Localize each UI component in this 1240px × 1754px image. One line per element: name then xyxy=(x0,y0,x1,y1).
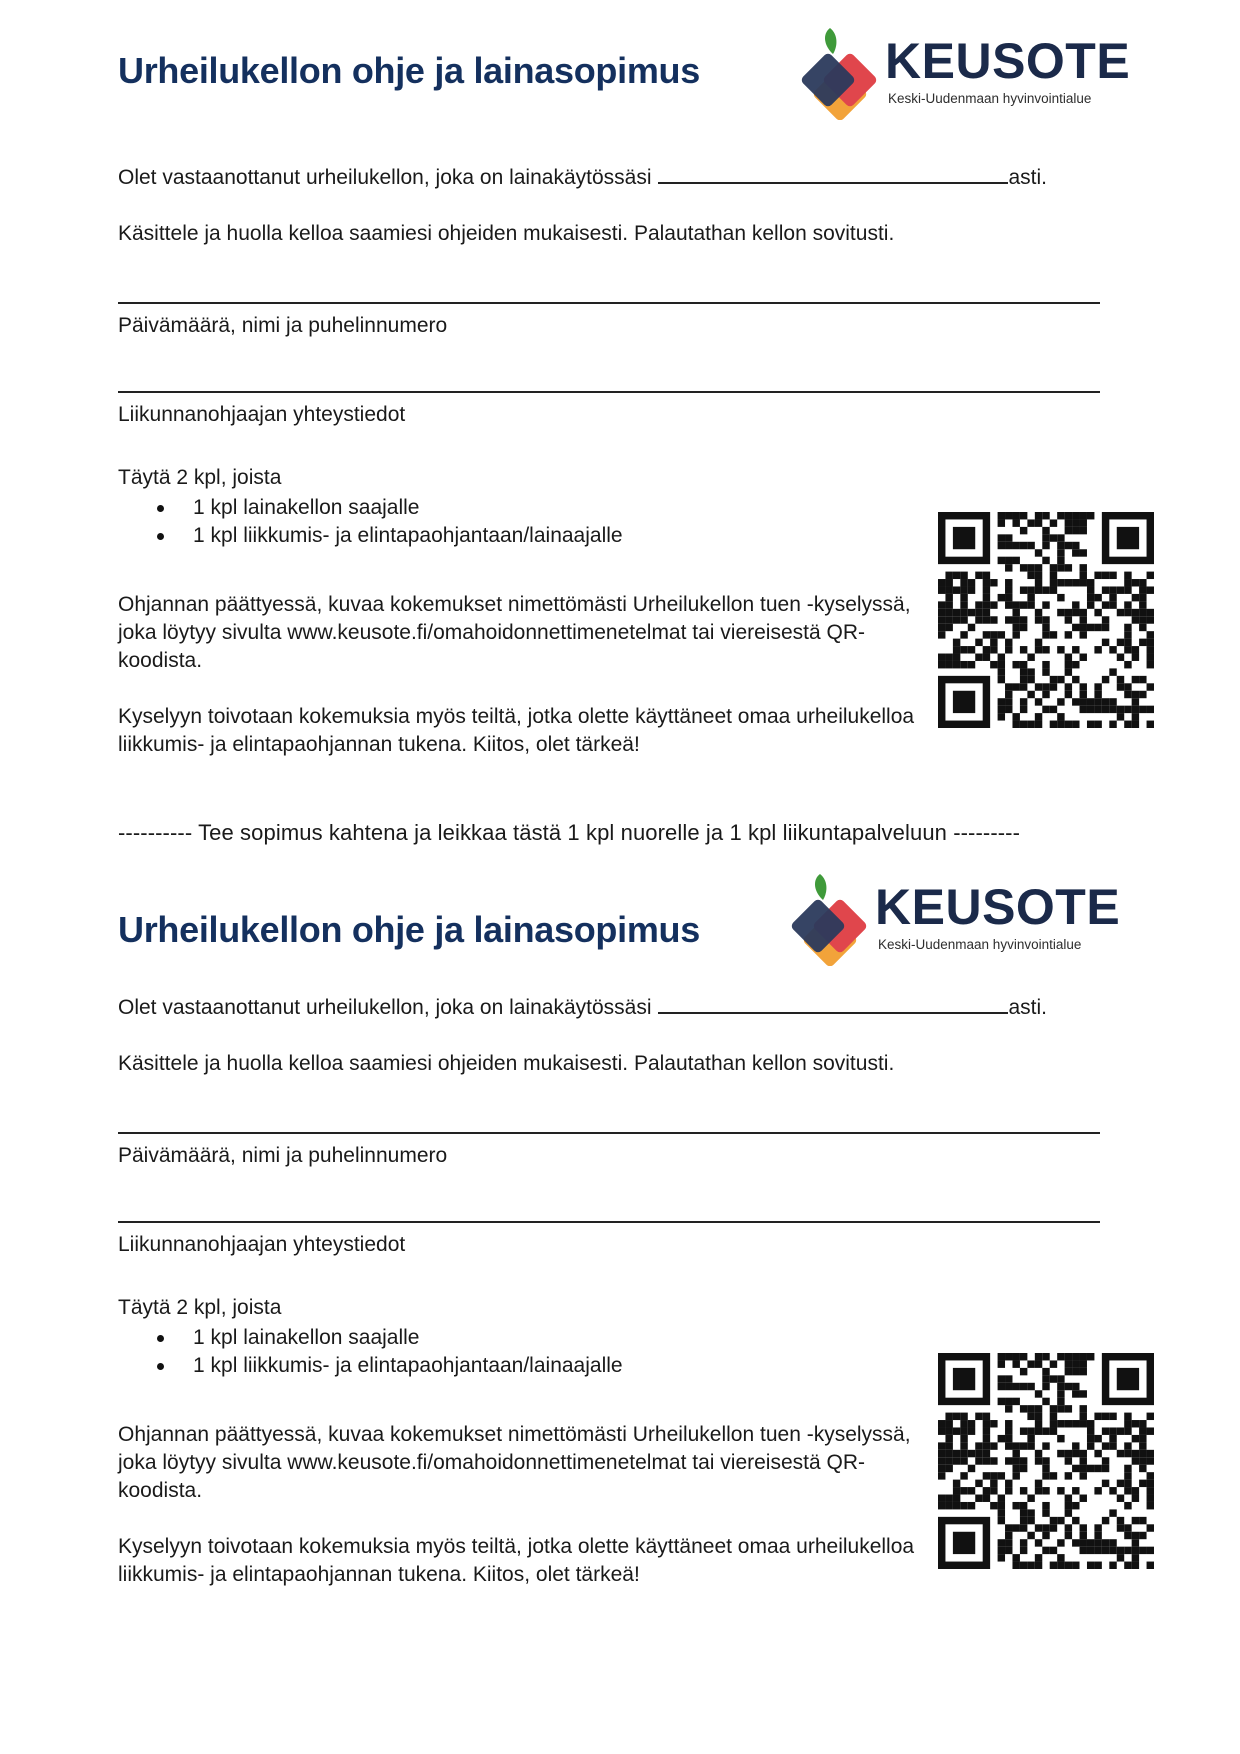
loan-period-prefix: Olet vastaanottanut urheilukellon, joka on lainakäytössäsi xyxy=(118,996,652,1019)
instructor-contact-line[interactable] xyxy=(118,1221,1100,1223)
bullet-icon xyxy=(157,505,164,512)
fill-intro: Täytä 2 kpl, joista xyxy=(118,466,282,489)
care-instructions: Käsittele ja huolla kelloa saamiesi ohjeiden mukaisesti. Palautathan kellon sovitusti. xyxy=(118,1052,895,1075)
closing-paragraph: Kyselyyn toivotaan kokemuksia myös teiltä, jotka olette käyttäneet omaa urheilukelloa liikkumis- ja elintapaohjannan tukena. Kiitos, olet tärkeä! xyxy=(118,705,915,756)
cut-line: ---------- Tee sopimus kahtena ja leikkaa tästä 1 kpl nuorelle ja 1 kpl liikuntapalveluun --------- xyxy=(118,820,1021,845)
loan-period-line xyxy=(118,160,1047,192)
copies-list xyxy=(150,494,623,550)
survey-paragraph: Ohjannan päättyessä, kuvaa kokemukset nimettömästi Urheilukellon tuen -kyselyssä, joka löytyy sivulta www.keusote.fi/omahoidonnettimenetelmat tai viereisestä QR-koodista. xyxy=(118,1423,911,1502)
bullet-icon xyxy=(157,1335,164,1342)
loan-end-date-blank[interactable] xyxy=(658,990,1008,1014)
signature-label: Päivämäärä, nimi ja puhelinnumero xyxy=(118,1144,448,1167)
form-title: Urheilukellon ohje ja lainasopimus xyxy=(118,909,700,950)
logo-subtitle: Keski-Uudenmaan hyvinvointialue xyxy=(878,937,1082,952)
qr-code-icon[interactable] xyxy=(938,512,1154,728)
keusote-apple-icon xyxy=(790,870,880,966)
keusote-logo xyxy=(790,870,1121,966)
keusote-logo xyxy=(800,24,1131,120)
agreement-form-1 xyxy=(0,0,1240,820)
agreement-form-2 xyxy=(0,830,1240,1650)
bullet-icon xyxy=(157,533,164,540)
keusote-apple-icon xyxy=(800,24,890,120)
signature-label: Päivämäärä, nimi ja puhelinnumero xyxy=(118,314,448,337)
instructor-contact-label: Liikunnanohjaajan yhteystiedot xyxy=(118,403,406,426)
list-item: 1 kpl liikkumis- ja elintapaohjantaan/lainaajalle xyxy=(150,522,623,550)
list-item: 1 kpl lainakellon saajalle xyxy=(150,494,623,522)
loan-period-prefix: Olet vastaanottanut urheilukellon, joka on lainakäytössäsi xyxy=(118,166,652,189)
form-title: Urheilukellon ohje ja lainasopimus xyxy=(118,50,700,91)
loan-end-date-blank[interactable] xyxy=(658,160,1008,184)
list-item: 1 kpl lainakellon saajalle xyxy=(150,1324,623,1352)
loan-period-suffix: asti. xyxy=(1008,996,1048,1019)
logo-subtitle: Keski-Uudenmaan hyvinvointialue xyxy=(888,91,1092,106)
signature-line[interactable] xyxy=(118,302,1100,304)
instructor-contact-label: Liikunnanohjaajan yhteystiedot xyxy=(118,1233,406,1256)
loan-period-suffix: asti. xyxy=(1008,166,1048,189)
bullet-icon xyxy=(157,1363,164,1370)
list-item: 1 kpl liikkumis- ja elintapaohjantaan/lainaajalle xyxy=(150,1352,623,1380)
logo-wordmark: KEUSOTE xyxy=(885,33,1131,89)
signature-line[interactable] xyxy=(118,1132,1100,1134)
care-instructions: Käsittele ja huolla kelloa saamiesi ohjeiden mukaisesti. Palautathan kellon sovitusti. xyxy=(118,222,895,245)
logo-wordmark: KEUSOTE xyxy=(875,879,1121,935)
fill-intro: Täytä 2 kpl, joista xyxy=(118,1296,282,1319)
loan-period-line xyxy=(118,990,1047,1022)
instructor-contact-line[interactable] xyxy=(118,391,1100,393)
survey-paragraph: Ohjannan päättyessä, kuvaa kokemukset nimettömästi Urheilukellon tuen -kyselyssä, joka löytyy sivulta www.keusote.fi/omahoidonnettimenetelmat tai viereisestä QR-koodista. xyxy=(118,593,911,672)
copies-list xyxy=(150,1324,623,1380)
qr-code-icon[interactable] xyxy=(938,1353,1154,1569)
closing-paragraph: Kyselyyn toivotaan kokemuksia myös teiltä, jotka olette käyttäneet omaa urheilukelloa liikkumis- ja elintapaohjannan tukena. Kiitos, olet tärkeä! xyxy=(118,1535,915,1586)
